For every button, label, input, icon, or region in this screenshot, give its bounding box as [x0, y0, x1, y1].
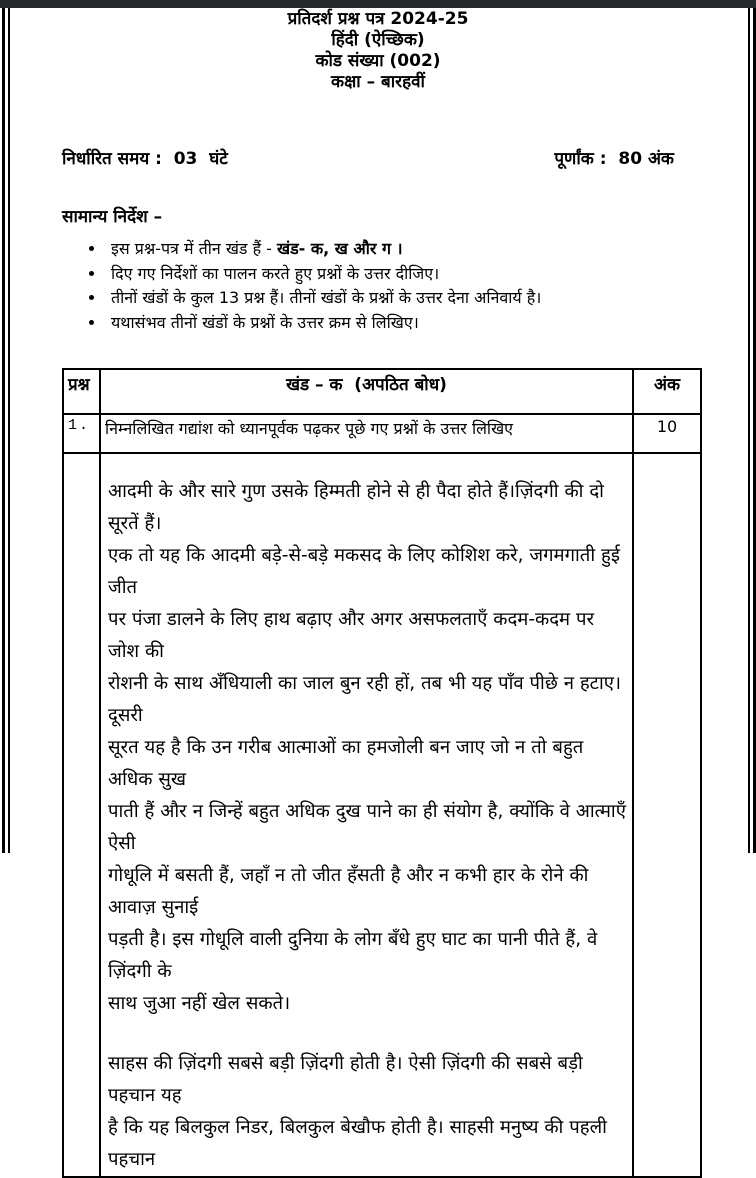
- time-allowed-label: निर्धारित समय : 03 घंटे: [62, 149, 228, 169]
- passage-para1-line: आदमी के और सारे गुण उसके हिम्मती होने से ही पैदा होते हैं।ज़िंदगी की दो सूरतें हैं।: [108, 481, 604, 534]
- question-table: [62, 368, 702, 1178]
- max-marks-label: पूर्णांक : 80 अंक: [554, 149, 674, 169]
- instruction-item-3-text: तीनों खंडों के कुल 13 प्रश्न हैं। तीनों खंडों के प्रश्नों के उत्तर देना अनिवार्य है।: [111, 288, 542, 307]
- question-1-number: 1.: [63, 414, 100, 453]
- passage-para1-line: पड़ती है। इस गोधूलि वाली दुनिया के लोग बँधे हुए घाट का पानी पीते हैं, वे ज़िंदगी के: [108, 929, 598, 982]
- paper-title-block: [0, 9, 756, 93]
- instruction-item-3: [106, 286, 710, 311]
- passage-para1-line: पर पंजा डालने के लिए हाथ बढ़ाए और अगर असफलताएँ कदम-कदम पर जोश की: [108, 609, 595, 662]
- passage-para1-line: एक तो यह कि आदमी बड़े-से-बड़े मकसद के लिए कोशिश करे, जगमगाती हुई जीत: [108, 545, 620, 598]
- paper-subject: हिंदी (ऐच्छिक): [331, 30, 425, 50]
- paper-code: कोड संख्या (002): [315, 51, 441, 71]
- instructions-list: [62, 237, 710, 335]
- column-header-question: प्रश्न: [63, 369, 100, 414]
- instruction-item-1-bold: खंड- क, ख और ग ।: [277, 239, 403, 258]
- passage-para1-line: साथ जुआ नहीं खेल सकते।: [108, 993, 291, 1014]
- meta-row: [62, 146, 674, 169]
- column-header-marks: अंक: [633, 369, 701, 414]
- passage-para2-line: है कि यह बिलकुल निडर, बिलकुल बेखौफ होती है। साहसी मनुष्य की पहली पहचान: [108, 1117, 607, 1170]
- passage-row-number-cell: [63, 453, 100, 1177]
- passage-para1-line: पाती हैं और न जिन्हें बहुत अधिक दुख पाने का ही संयोग है, क्योंकि वे आत्माएँ ऐसी: [108, 801, 626, 854]
- question-1-marks: 10: [633, 414, 701, 453]
- instruction-item-2-text: दिए गए निर्देशों का पालन करते हुए प्रश्नों के उत्तर दीजिए।: [111, 263, 440, 283]
- question-1-text: निम्नलिखित गद्यांश को ध्यानपूर्वक पढ़कर पूछे गए प्रश्नों के उत्तर लिखिए: [100, 414, 633, 453]
- instructions-title: सामान्य निर्देश –: [62, 207, 163, 227]
- instruction-item-4: [106, 311, 710, 336]
- instruction-item-1: [106, 237, 710, 262]
- passage-cell: [100, 453, 633, 1177]
- passage-para1-line: गोधूलि में बसती हैं, जहाँ न तो जीत हँसती है और न कभी हार के रोने की आवाज़ सुनाई: [108, 865, 589, 918]
- passage-para1-line: रोशनी के साथ अँधियाली का जाल बुन रही हों, तब भी यह पाँव पीछे न हटाए। दूसरी: [108, 673, 622, 726]
- passage-para1-line: सूरत यह है कि उन गरीब आत्माओं का हमजोली बन जाए जो न तो बहुत अधिक सुख: [108, 737, 584, 790]
- passage-row: [63, 453, 701, 1177]
- scan-top-edge-bar: [0, 0, 756, 8]
- scan-left-edge-line-outer: [2, 8, 5, 853]
- column-header-section-ka: खंड – क (अपठित बोध): [100, 369, 633, 414]
- paper-class: कक्षा – बारहवीं: [331, 72, 425, 92]
- passage-row-marks-cell: [633, 453, 701, 1177]
- table-header-row: [63, 369, 701, 414]
- instruction-item-2: [106, 262, 710, 287]
- passage-para2-line: साहस की ज़िंदगी सबसे बड़ी ज़िंदगी होती है। ऐसी ज़िंदगी की सबसे बड़ी पहचान यह: [108, 1053, 583, 1106]
- scan-left-edge-line-inner: [8, 8, 10, 853]
- paper-title: प्रतिदर्श प्रश्न पत्र 2024-25: [287, 9, 469, 29]
- instruction-item-1-text: इस प्रश्न-पत्र में तीन खंड हैं -: [111, 239, 278, 258]
- question-1-row: [63, 414, 701, 453]
- general-instructions: [62, 204, 710, 335]
- instruction-item-4-text: यथासंभव तीनों खंडों के प्रश्नों के उत्तर क्रम से लिखिए।: [111, 312, 419, 332]
- scan-right-edge-line-inner: [748, 8, 750, 853]
